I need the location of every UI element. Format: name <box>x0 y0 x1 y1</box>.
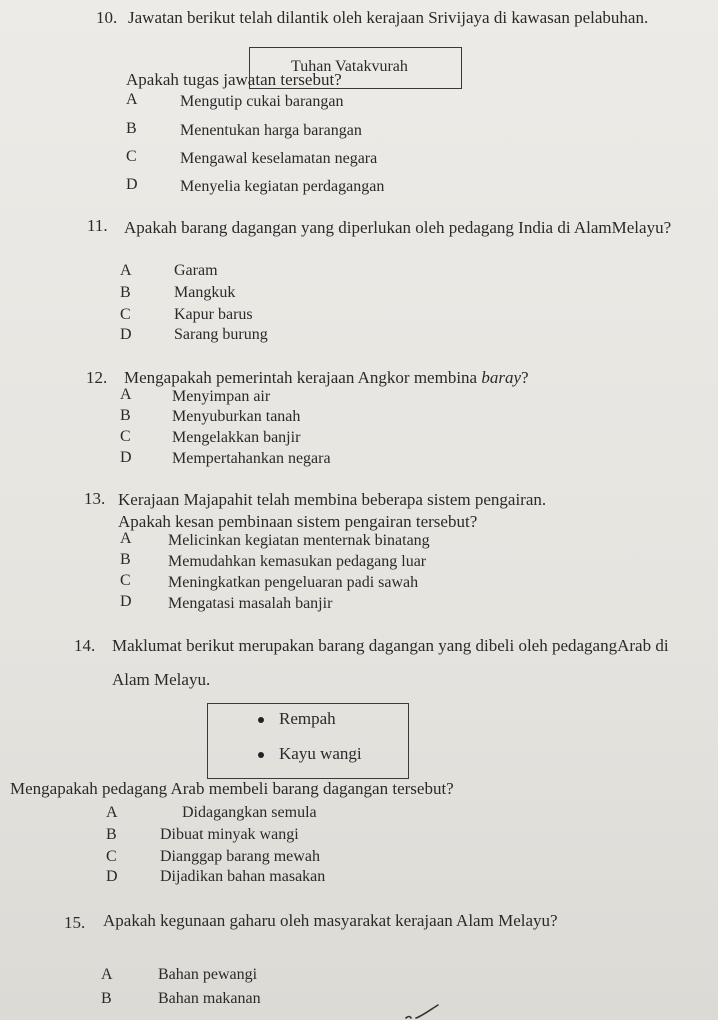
question-number: 14. <box>74 636 96 655</box>
option-c[interactable]: Meningkatkan pengeluaran padi sawah <box>168 574 419 591</box>
option-d-letter: D <box>120 449 132 466</box>
option-a[interactable]: Melicinkan kegiatan menternak binatang <box>168 532 430 549</box>
bullet-icon <box>258 752 264 758</box>
option-b-letter: B <box>120 407 131 424</box>
question-text: Kerajaan Majapahit telah membina beberapa sistem pengairan. <box>118 490 547 509</box>
question-text-line2: Alam Melayu. <box>112 670 211 689</box>
question-number: 11. <box>87 216 108 235</box>
option-c[interactable]: Dianggap barang mewah <box>160 848 320 865</box>
option-d-letter: D <box>120 326 132 343</box>
option-d[interactable]: Menyelia kegiatan perdagangan <box>180 178 385 195</box>
option-d[interactable]: Mengatasi masalah banjir <box>168 595 333 612</box>
bullet-icon <box>258 717 264 723</box>
info-box-item: Kayu wangi <box>279 744 362 763</box>
option-c[interactable]: Mengawal keselamatan negara <box>180 150 378 167</box>
option-c[interactable]: Mengelakkan banjir <box>172 429 301 446</box>
question-text: Apakah kegunaan gaharu oleh masyarakat kerajaan Alam Melayu? <box>103 911 558 930</box>
question-prompt: Mengapakah pedagang Arab membeli barang dagangan tersebut? <box>10 779 454 798</box>
option-a-letter: A <box>120 530 132 547</box>
question-number: 10. <box>96 8 118 27</box>
option-c-letter: C <box>120 306 131 323</box>
pen-mark-icon <box>404 1004 440 1020</box>
option-d[interactable]: Sarang burung <box>174 326 268 343</box>
option-a[interactable]: Mengutip cukai barangan <box>180 93 344 110</box>
option-d-letter: D <box>106 868 118 885</box>
italic-term: baray <box>481 368 522 387</box>
info-box-item: Tuhan Vatakvurah <box>291 58 408 75</box>
option-d[interactable]: Dijadikan bahan masakan <box>160 868 326 885</box>
option-b[interactable]: Memudahkan kemasukan pedagang luar <box>168 553 427 570</box>
option-b[interactable]: Menentukan harga barangan <box>180 122 362 139</box>
option-d-letter: D <box>126 176 138 193</box>
option-a[interactable]: Garam <box>174 262 218 279</box>
question-number: 12. <box>86 368 108 387</box>
option-c-letter: C <box>106 848 117 865</box>
option-a-letter: A <box>106 804 118 821</box>
option-a[interactable]: Menyimpan air <box>172 388 271 405</box>
question-prompt: Apakah kesan pembinaan sistem pengairan tersebut? <box>118 512 478 531</box>
option-a[interactable]: Didagangkan semula <box>182 804 317 821</box>
question-prompt: Apakah tugas jawatan tersebut? <box>126 70 342 89</box>
question-number: 15. <box>64 913 86 932</box>
option-a-letter: A <box>120 386 132 403</box>
option-c-letter: C <box>120 572 131 589</box>
option-b-letter: B <box>101 990 112 1007</box>
option-d[interactable]: Mempertahankan negara <box>172 450 331 467</box>
option-b-letter: B <box>106 826 117 843</box>
option-a-letter: A <box>101 966 113 983</box>
question-text: Jawatan berikut telah dilantik oleh kerajaan Srivijaya di kawasan pelabuhan. <box>128 8 649 27</box>
option-b-letter: B <box>120 284 131 301</box>
option-c-letter: C <box>120 428 131 445</box>
option-b[interactable]: Dibuat minyak wangi <box>160 826 299 843</box>
option-d-letter: D <box>120 593 132 610</box>
option-c-letter: C <box>126 148 137 165</box>
option-b[interactable]: Bahan makanan <box>158 990 261 1007</box>
option-c[interactable]: Kapur barus <box>174 306 253 323</box>
option-b-letter: B <box>120 551 131 568</box>
option-a[interactable]: Bahan pewangi <box>158 966 258 983</box>
option-a-letter: A <box>126 91 138 108</box>
option-a-letter: A <box>120 262 132 279</box>
option-b[interactable]: Menyuburkan tanah <box>172 408 301 425</box>
option-b[interactable]: Mangkuk <box>174 284 236 301</box>
question-text: Mengapakah pemerintah kerajaan Angkor membina baray? <box>124 368 529 387</box>
info-box-item: Rempah <box>279 709 336 728</box>
question-number: 13. <box>84 489 106 508</box>
question-text: Apakah barang dagangan yang diperlukan oleh pedagang India di AlamMelayu? <box>124 218 672 237</box>
option-b-letter: B <box>126 120 137 137</box>
question-text: Maklumat berikut merupakan barang dagangan yang dibeli oleh pedagangArab di <box>112 636 669 655</box>
